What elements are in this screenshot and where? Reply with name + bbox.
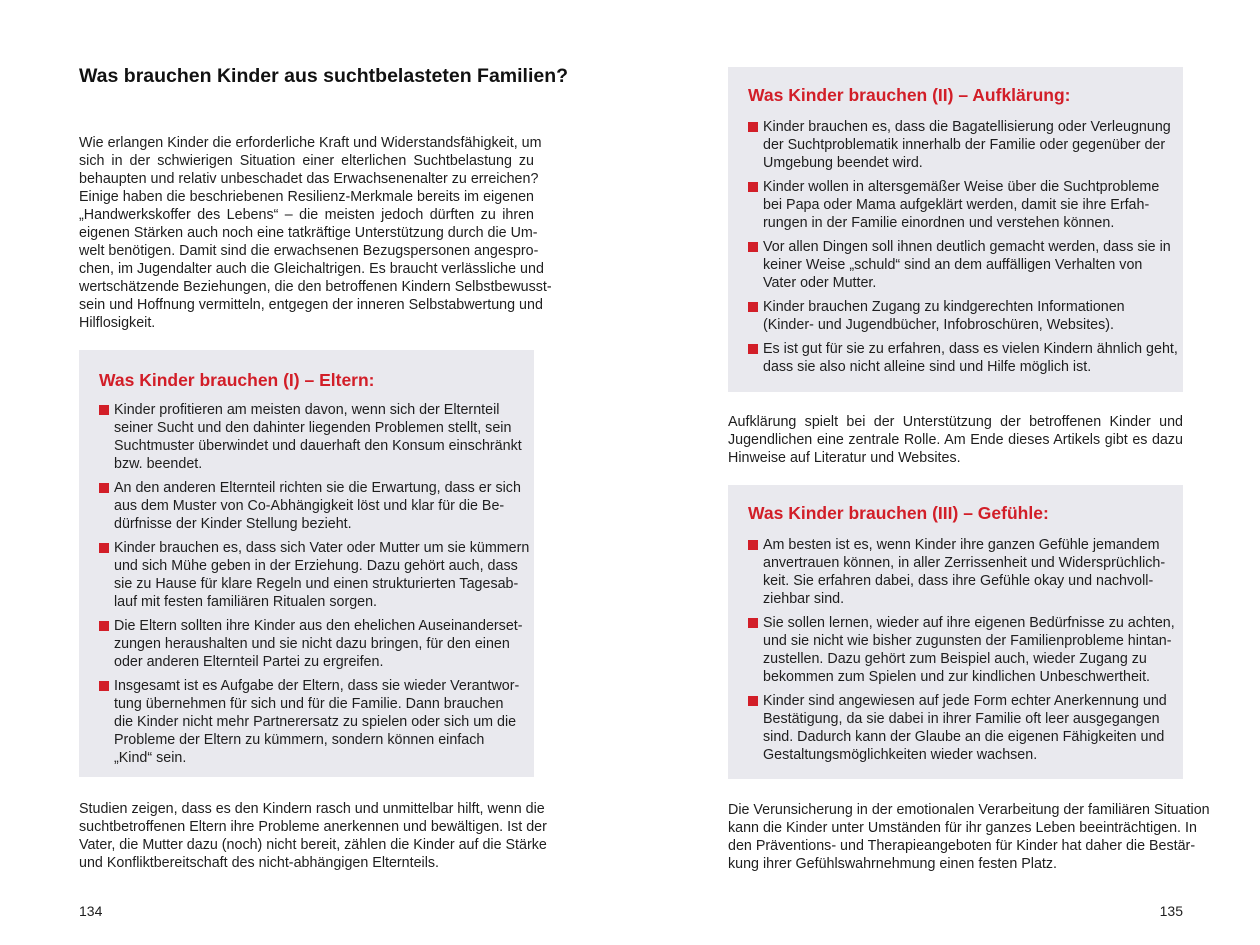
square-bullet-icon [748, 242, 758, 252]
text-line: Kinder brauchen es, dass die Bagatellisierung oder Verleugnung [763, 119, 1171, 135]
text-line: suchtbetroffenen Eltern ihre Probleme anerkennen und bewältigen. Ist der [79, 819, 547, 835]
text-line: zungen heraushalten und sie nicht dazu bringen, für den einen [114, 636, 510, 652]
list-item [99, 677, 520, 767]
list-item [748, 178, 1163, 232]
text-line: sie zu Hause für klare Regeln und einen strukturierten Tagesab- [114, 576, 519, 592]
text-line: dass sie also nicht alleine sind und Hilfe möglich ist. [763, 359, 1092, 375]
text-line: anvertrauen können, in aller Zerrissenheit und Widersprüchlich- [763, 555, 1166, 571]
intro-paragraph [79, 134, 552, 332]
text-line: Insgesamt ist es Aufgabe der Eltern, dass sie wieder Verantwor- [114, 678, 520, 694]
square-bullet-icon [99, 405, 109, 415]
text-line: tung übernehmen für sich und für die Familie. Dann brauchen [114, 696, 504, 712]
text-line: Die Verunsicherung in der emotionalen Verarbeitung der familiären Situation [728, 802, 1210, 818]
text-line: bzw. beendet. [114, 456, 203, 472]
text-line: welt benötigen. Damit sind die erwachsenen Bezugspersonen angespro- [79, 243, 539, 259]
box-title: Was Kinder brauchen (I) – Eltern: [99, 370, 375, 390]
list-item [99, 401, 522, 473]
text-line: die Kinder nicht mehr Partnerersatz zu spielen oder sich um die [114, 714, 517, 730]
text-line: chen, im Jugendalter auch die Gleichaltrigen. Es braucht verlässliche und [79, 261, 544, 277]
text-line: Probleme der Eltern zu kümmern, sondern können einfach [114, 732, 485, 748]
square-bullet-icon [748, 618, 758, 628]
text-line: Am besten ist es, wenn Kinder ihre ganzen Gefühle jemandem [763, 537, 1160, 553]
text-line: der Suchtproblematik innerhalb der Familie oder gegenüber der [763, 137, 1166, 153]
text-line: Kinder profitieren am meisten davon, wenn sich der Elternteil [114, 402, 500, 418]
list-item [748, 692, 1167, 764]
square-bullet-icon [748, 122, 758, 132]
text-line: und sie nicht wie bisher zugunsten der Familienprobleme hintan- [763, 633, 1172, 649]
square-bullet-icon [748, 182, 758, 192]
list-item [748, 614, 1175, 686]
middle-paragraph [728, 413, 1183, 467]
box-title: Was Kinder brauchen (III) – Gefühle: [748, 503, 1049, 523]
text-line: Kinder brauchen Zugang zu kindgerechten Informationen [763, 299, 1125, 315]
text-line: seiner Sucht und den dahinter liegenden Problemen stellt, sein [114, 420, 512, 436]
text-line: kann die Kinder unter Umständen für ihr ganzes Leben beeinträchtigen. In [728, 820, 1197, 836]
list-item [748, 118, 1171, 172]
bullet-list [99, 401, 530, 773]
text-line: Kinder wollen in altersgemäßer Weise über die Suchtprobleme [763, 179, 1160, 195]
text-line: „Kind“ sein. [114, 750, 187, 766]
square-bullet-icon [99, 483, 109, 493]
text-line: und sich Mühe geben in der Erziehung. Dazu gehört auch, dass [114, 558, 518, 574]
square-bullet-icon [99, 621, 109, 631]
text-line: Vor allen Dingen soll ihnen deutlich gemacht werden, dass sie in [763, 239, 1171, 255]
text-line: sein und Hoffnung vermitteln, entgegen der inneren Selbstabwertung und [79, 297, 543, 313]
text-line: Umgebung beendet wird. [763, 155, 923, 171]
text-line: wertschätzende Beziehungen, die den betroffenen Kindern Selbstbewusst- [79, 279, 552, 295]
square-bullet-icon [748, 344, 758, 354]
text-line: aus dem Muster von Co-Abhängigkeit löst und klar für die Be- [114, 498, 505, 514]
text-line: oder anderen Elternteil Partei zu ergreifen. [114, 654, 384, 670]
text-line: Gestaltungsmöglichkeiten wieder wachsen. [763, 747, 1038, 763]
text-line: bekommen zum Spielen und zur kindlichen Unbeschwertheit. [763, 669, 1151, 685]
text-line: keit. Sie erfahren dabei, dass ihre Gefühle okay und nachvoll- [763, 573, 1154, 589]
page-number: 134 [79, 903, 103, 919]
text-line: Hinweise auf Literatur und Websites. [728, 450, 961, 466]
text-line: und Konfliktbereitschaft des nicht-abhängigen Elternteils. [79, 855, 440, 871]
page-number: 135 [1159, 903, 1183, 919]
square-bullet-icon [748, 696, 758, 706]
text-line: lauf mit festen familiären Ritualen sorgen. [114, 594, 378, 610]
list-item [99, 617, 523, 671]
text-line: Bestätigung, da sie dabei in ihrer Familie oft leer ausgegangen [763, 711, 1160, 727]
list-item [748, 238, 1171, 292]
info-box-aufklaerung [728, 67, 1183, 392]
text-line: Kinder brauchen es, dass sich Vater oder Mutter um sie kümmern [114, 540, 530, 556]
text-line: kung ihrer Gefühlswahrnehmung einen festen Platz. [728, 856, 1058, 872]
square-bullet-icon [99, 681, 109, 691]
text-line: ziehbar sind. [763, 591, 845, 607]
text-line: den Präventions- und Therapieangeboten für Kinder hat daher die Bestär- [728, 838, 1196, 854]
text-line: An den anderen Elternteil richten sie die Erwartung, dass er sich [114, 480, 521, 496]
list-item [748, 536, 1166, 608]
list-item [748, 298, 1163, 334]
text-line: Aufklärung spielt bei der Unterstützung der betroffenen Kinder und [728, 414, 1183, 430]
text-line: Kinder sind angewiesen auf jede Form echter Anerkennung und [763, 693, 1167, 709]
list-item [99, 539, 530, 611]
page-heading: Was brauchen Kinder aus suchtbelasteten Familien? [79, 65, 569, 87]
text-line: bei Papa oder Mama aufgeklärt werden, damit sie ihre Erfah- [763, 197, 1150, 213]
text-line: Es ist gut für sie zu erfahren, dass es vielen Kindern ähnlich geht, [763, 341, 1178, 357]
list-item [99, 479, 521, 533]
text-line: dürfnisse der Kinder Stellung bezieht. [114, 516, 352, 532]
text-line: Studien zeigen, dass es den Kindern rasch und unmittelbar hilft, wenn die [79, 801, 545, 817]
outro-paragraph [79, 800, 547, 872]
text-line: Die Eltern sollten ihre Kinder aus den ehelichen Auseinanderset- [114, 618, 523, 634]
square-bullet-icon [748, 302, 758, 312]
text-line: Wie erlangen Kinder die erforderliche Kraft und Widerstandsfähigkeit, um [79, 135, 542, 151]
box-title: Was Kinder brauchen (II) – Aufklärung: [748, 85, 1071, 105]
text-line: Hilflosigkeit. [79, 315, 156, 331]
text-line: eigenen Stärken auch noch eine tatkräftige Unterstützung durch die Um- [79, 225, 538, 241]
text-line: Vater oder Mutter. [763, 275, 877, 291]
text-line: Einige haben die beschriebenen Resilienz-Merkmale bereits im eigenen [79, 189, 534, 205]
text-line: keiner Weise „schuld“ sind an dem auffälligen Verhalten von [763, 257, 1143, 273]
info-box-eltern [79, 350, 534, 777]
text-line: Suchtmuster überwindet und dauerhaft den Konsum einschränkt [114, 438, 522, 454]
text-line: Jugendlichen eine zentrale Rolle. Am Ende dieses Artikels gibt es dazu [728, 432, 1183, 448]
text-line: behaupten und relativ unbeschadet das Erwachsenenalter zu erreichen? [79, 171, 539, 187]
text-line: „Handwerkskoffer des Lebens“ – die meisten jedoch dürften zu ihren [79, 207, 534, 223]
square-bullet-icon [99, 543, 109, 553]
text-line: Vater, die Mutter dazu (noch) nicht bereit, zählen die Kinder auf die Stärke [79, 837, 547, 853]
text-line: (Kinder- und Jugendbücher, Infobroschüren, Websites). [763, 317, 1115, 333]
text-line: Sie sollen lernen, wieder auf ihre eigenen Bedürfnisse zu achten, [763, 615, 1175, 631]
bullet-list [748, 536, 1175, 770]
square-bullet-icon [748, 540, 758, 550]
outro-paragraph [728, 801, 1210, 873]
text-line: sich in der schwierigen Situation einer elterlichen Suchtbelastung zu [79, 153, 534, 169]
text-line: zustellen. Dazu gehört zum Beispiel auch, wieder Zugang zu [763, 651, 1147, 667]
list-item [748, 340, 1178, 376]
info-box-gefuehle [728, 485, 1183, 779]
text-line: sind. Dadurch kann der Glaube an die eigenen Fähigkeiten und [763, 729, 1165, 745]
text-line: rungen in der Familie einordnen und verstehen können. [763, 215, 1115, 231]
bullet-list [748, 118, 1178, 382]
